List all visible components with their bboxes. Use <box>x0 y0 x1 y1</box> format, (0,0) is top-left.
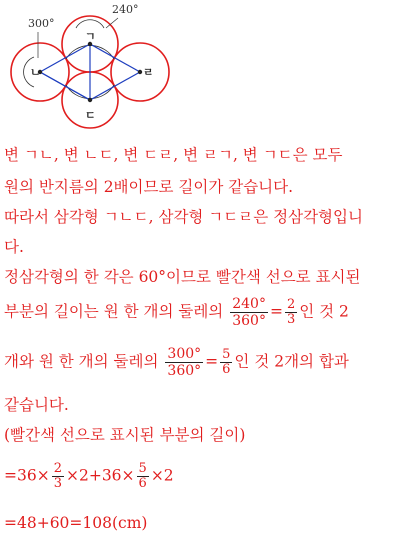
fraction-2-3: $\frac{2}{3}$ <box>286 297 296 327</box>
angle-arc-top <box>76 20 104 28</box>
fraction-5-6-b: $\frac{5}{6}$ <box>138 461 147 491</box>
angle-label-300: 300° <box>28 17 55 30</box>
four-circles-figure <box>0 0 180 130</box>
fraction-5-6: $\frac{5}{6}$ <box>222 347 231 377</box>
fraction-300-360: $\frac{300^\circ}{360^\circ}$ <box>167 346 202 379</box>
vertex-label-top: ㄱ <box>85 30 96 43</box>
vertex-label-right: ㄹ <box>143 66 154 79</box>
text-line-9: (빨간색 선으로 표시된 부분의 길이) <box>4 426 246 444</box>
text-line-3: 따라서 삼각형 ㄱㄴㄷ, 삼각형 ㄱㄷㄹ은 정삼각형입니 <box>4 208 363 226</box>
text-line-7: 개와 원 한 개의 둘레의 $\frac{300^\circ}{360^\circ}$ = $\frac{5}{6}$ 인 것 2개의 합과 <box>4 346 349 379</box>
vertex-label-bottom: ㄷ <box>85 109 96 122</box>
text-line-6: 부분의 길이는 원 한 개의 둘레의 $\frac{240^\circ}{360^\circ}$ = $\frac{2}{3}$ 인 것 2 <box>4 296 349 329</box>
text-line-10: =36× $\frac{2}{3}$ ×2+36× $\frac{5}{6}$ ×2 <box>4 461 174 491</box>
angle-label-240: 240° <box>112 3 139 16</box>
text-line-2: 원의 반지름의 2배이므로 길이가 같습니다. <box>4 178 294 196</box>
text-line-4: 다. <box>4 238 24 256</box>
text-line-11: =48+60=108(cm) <box>4 514 148 532</box>
text-line-8: 같습니다. <box>4 396 69 414</box>
vertex-label-left: ㄴ <box>30 66 41 79</box>
text-line-1: 변 ㄱㄴ, 변 ㄴㄷ, 변 ㄷㄹ, 변 ㄹㄱ, 변 ㄱㄷ은 모두 <box>4 146 343 164</box>
fraction-2-3-b: $\frac{2}{3}$ <box>53 461 62 491</box>
fraction-240-360: $\frac{240^\circ}{360^\circ}$ <box>232 296 266 329</box>
text-line-5: 정삼각형의 한 각은 60°이므로 빨간색 선으로 표시된 <box>4 268 361 286</box>
